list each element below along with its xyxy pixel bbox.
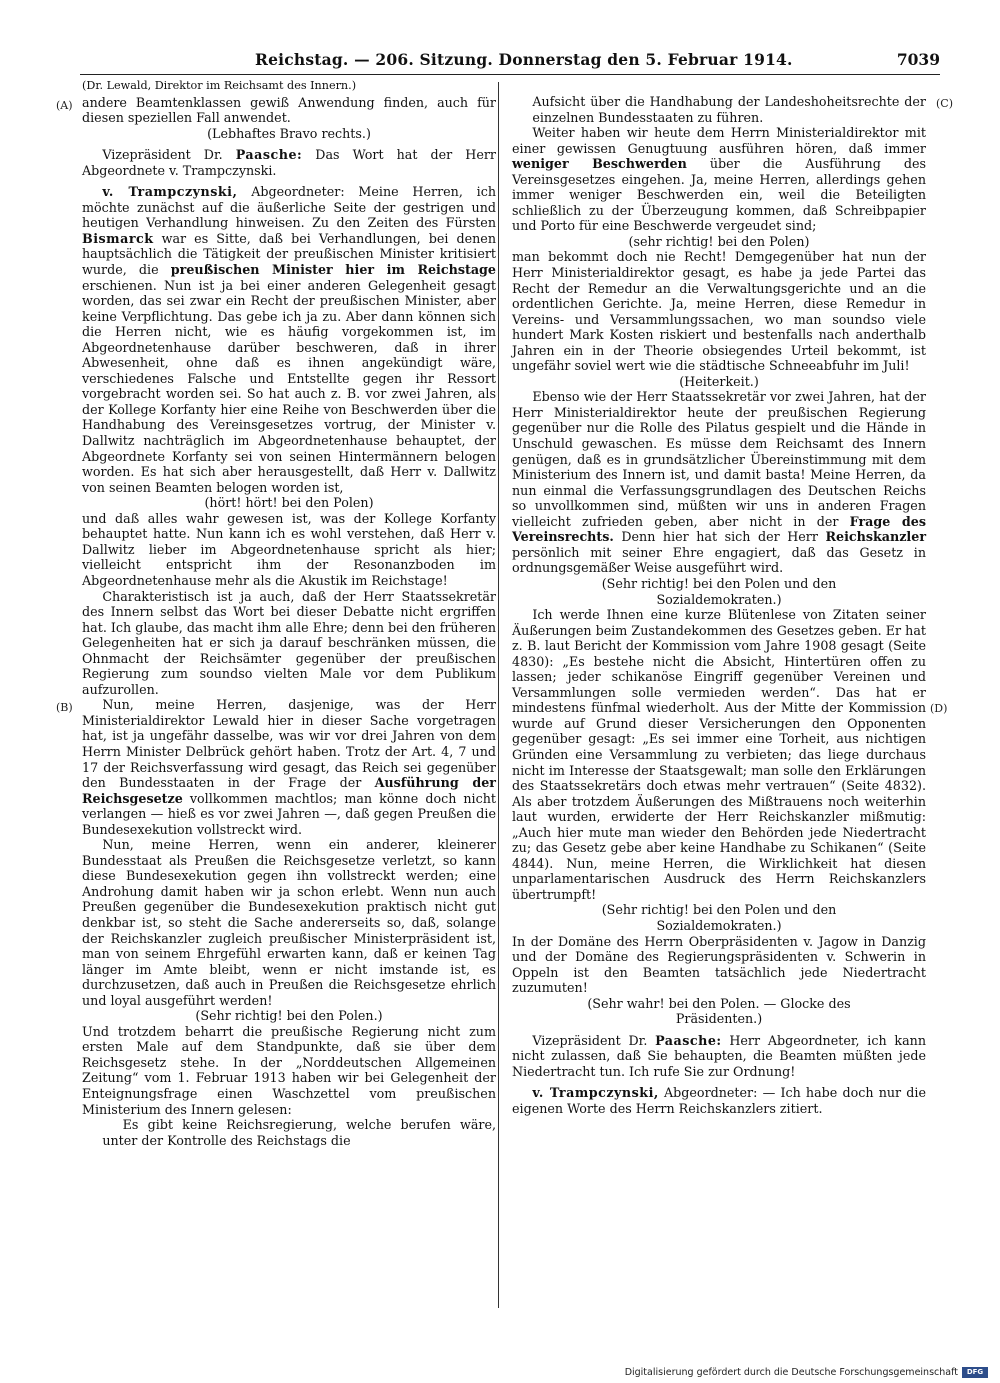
paragraph: Und trotzdem beharrt die preußische Regierung nicht zum ersten Male auf dem Standpunkte, daß sie über dem Reichsgesetz stehe. In der „Norddeutschen Allgemeinen Zeitung“ vom 1. Februar 1913 haben wir bei Gelegenheit der Enteignungsfrage einen Waschzettel vom preußischen Ministerium des Innern gelesen:	[82, 1023, 496, 1117]
reaction: (sehr richtig! bei den Polen)	[628, 233, 810, 249]
reaction: (hört! hört! bei den Polen)	[204, 495, 374, 511]
page-header	[80, 48, 940, 75]
margin-mark-a: (A)	[56, 99, 73, 112]
speech-paragraph: Vizepräsident Dr. Paasche: Herr Abgeordneter, ich kann nicht zulassen, daß Sie behaupten, die Beamten müßten jede Niedertracht tun. Ich rufe Sie zur Ordnung!	[512, 1032, 926, 1079]
digitization-credit	[625, 1367, 988, 1378]
paragraph: andere Beamtenklassen gewiß Anwendung finden, auch für diesen speziellen Fall anwendet.	[82, 94, 496, 126]
left-column	[82, 78, 496, 1148]
paragraph: Nun, meine Herren, wenn ein anderer, kleinerer Bundesstaat als Preußen die Reichsgesetze verletzt, so kann diese Bundesexekution gegen ihn vollstreckt werden; eine Androhung damit haben wir ja schon erlebt. Wenn nun auch Preußen gegenüber die Bundesexekution praktisch nicht gut denkbar ist, so steht die Sache andererseits so, daß, solange der Reichskanzler zugleich preußischer Ministerpräsident ist, man von seinem Ehrgefühl erwarten kann, daß er keinen Tag länger im Amte bleibt, wenn er nicht imstande ist, es durchzusetzen, daß auch in Preußen die Reichsgesetze ehrlich und loyal ausgeführt werden!	[82, 837, 496, 1008]
dfg-logo: DFG	[962, 1367, 988, 1378]
quotation: Es gibt keine Reichsregierung, welche berufen wäre, unter der Kontrolle des Reichstags die	[102, 1117, 496, 1148]
paragraph: man bekommt doch nie Recht! Demgegenüber hat nun der Herr Ministerialdirektor gesagt, es habe ja jede Partei das Recht der Remedur an die Verwaltungsgerichte und an die ordentlichen Gerichte. Ja, meine Herren, diese Remedur in Vereins- und Versammlungssachen, wo man soundso viele hundert Mark Kosten riskiert und bestenfalls nach anderthalb Jahren ein in der Theorie obsiegendes Urteil bekommt, ist ungefähr soviel wert wie die städtische Schneeabfuhr im Juli!	[512, 249, 926, 374]
running-title: Reichstag. — 206. Sitzung. Donnerstag den 5. Februar 1914.	[255, 50, 793, 69]
reaction: (Heiterkeit.)	[679, 373, 759, 389]
paragraph: Ebenso wie der Herr Staatssekretär vor zwei Jahren, hat der Herr Ministerialdirektor heute der preußischen Regierung gegenüber nur die Rolle des Pilatus gespielt und die Hände in Unschuld gewaschen. Es müsse dem Reichsamt des Innern genügen, daß es in grundsätzlicher Übereinstimmung mit dem Ministerium des Innern ist, und damit basta! Meine Herren, da nun einmal die Verfassungsgrundlagen des Deutschen Reichs so unvollkommen sind, müßten wir uns in anderen Fragen vielleicht zufrieden geben, aber nicht in der Frage des Vereinsrechts. Denn hier hat sich der Herr Reichskanzler persönlich mit seiner Ehre engagiert, daß das Gesetz in ordnungsgemäßer Weise ausgeführt wird.	[512, 389, 926, 576]
credit-text: Digitalisierung gefördert durch die Deutsche Forschungsgemeinschaft	[624, 1367, 958, 1378]
paragraph: Nun, meine Herren, dasjenige, was der Herr Ministerialdirektor Lewald hier in dieser Sache vorgetragen hat, ist ja ungefähr dasselbe, was wir vor drei Jahren von dem Herrn Minister Delbrück gehört haben. Trotz der Art. 4, 7 und 17 der Reichsverfassung wird gesagt, das Reich sei gegenüber den Bundesstaaten in der Frage der Ausführung der Reichsgesetze vollkommen machtlos; man könne doch nicht verlangen — hieß es vor zwei Jahren —, daß gegen Preußen die Bundesexekution vollstreckt wird.	[82, 697, 496, 837]
paragraph: und daß alles wahr gewesen ist, was der Kollege Korfanty behauptet hatte. Nun kann ich es wohl verstehen, daß Herr v. Dallwitz lieber im Abgeordnetenhause spricht als hier; vielleicht entspricht ihm der Resonanzboden im Abgeordnetenhause mehr als die Akustik im Reichstage!	[82, 510, 496, 588]
reaction: (Lebhaftes Bravo rechts.)	[207, 125, 371, 141]
reaction: (Sehr wahr! bei den Polen. — Glocke des Präsidenten.)	[587, 995, 851, 1027]
quotation: Aufsicht über die Handhabung der Landeshoheitsrechte der einzelnen Bundesstaaten zu führen.	[532, 94, 926, 125]
paragraph: Charakteristisch ist ja auch, daß der Herr Staatssekretär des Innern selbst das Wort bei dieser Debatte nicht ergriffen hat. Ich glaube, das macht ihm alle Ehre; denn bei den früheren Gelegenheiten hat er sich ja darauf beschränken müssen, die Ohnmacht der Reichsämter gegenüber der preußischen Regierung zum soundso vielten Male vor dem Publikum aufzurollen.	[82, 588, 496, 697]
speech-paragraph: Vizepräsident Dr. Paasche: Das Wort hat der Herr Abgeordnete v. Trampczynski.	[82, 147, 496, 178]
speaker-context: (Dr. Lewald, Direktor im Reichsamt des Innern.)	[82, 79, 357, 92]
reaction: (Sehr richtig! bei den Polen.)	[195, 1008, 383, 1024]
page-number: 7039	[896, 50, 940, 69]
margin-mark-d: (D)	[930, 702, 948, 715]
paragraph: Ich werde Ihnen eine kurze Blütenlese von Zitaten seiner Äußerungen beim Zustandekommen des Gesetzes geben. Er hat z. B. laut Bericht der Kommission vom Jahre 1908 gesagt (Seite 4830): „Es bestehe nicht die Absicht, Hintertüren offen zu lassen; jeder schikanöse Eingriff gegenüber Vereinen und Versammlungen solle vermieden werden“. Das hat er mindestens fünfmal wiederholt. Aus der Mitte der Kommission wurde auf Grund dieser Versicherungen den Opponenten gegenüber gesagt: „Es sei immer eine Torheit, aus nichtigen Gründen eine Versammlung zu verbieten; das liege durchaus nicht im Interesse der Staatsgewalt; man solle den Erklärungen des Staatssekretärs doch etwas mehr vertrauen“ (Seite 4832). Als aber trotzdem Äußerungen des Mißtrauens noch weiterhin laut wurden, erwiderte der Herr Reichskanzler mißmutig: „Auch hier mute man wieder den Behörden jede Niedertracht zu; das Gesetz gebe aber keine Handhabe zu Schikanen“ (Seite 4844). Nun, meine Herren, die Wirklichkeit hat diesen unparlamentarischen Ausdruck des Herrn Reichskanzlers übertrumpft!	[512, 607, 926, 902]
margin-mark-c: (C)	[936, 97, 953, 110]
right-column	[512, 94, 926, 1117]
speech-paragraph: v. Trampczynski, Abgeordneter: — Ich habe doch nur die eigenen Worte des Herrn Reichskanzlers zitiert.	[512, 1085, 926, 1116]
paragraph: Weiter haben wir heute dem Herrn Ministerialdirektor mit einer gewissen Genugtuung ausführen hören, daß immer weniger Beschwerden über die Ausführung des Vereinsgesetzes eingehen. Ja, meine Herren, allerdings gehen immer weniger Beschwerden ein, weil die Beteiligten schließlich zu der Überzeugung kommen, daß Schreibpapier und Porto für eine Beschwerde vergeudet sind;	[512, 125, 926, 234]
reaction: (Sehr richtig! bei den Polen und den Sozialdemokraten.)	[601, 902, 837, 933]
paragraph: In der Domäne des Herrn Oberpräsidenten v. Jagow in Danzig und der Domäne des Regierungspräsidenten v. Schwerin in Oppeln ist den Beamten tatsächlich jede Niedertracht zuzumuten!	[512, 933, 926, 996]
margin-mark-b: (B)	[56, 701, 73, 714]
column-divider	[498, 82, 499, 1308]
speech-paragraph: v. Trampczynski, Abgeordneter: Meine Herren, ich möchte zunächst auf die äußerliche Seite der gestrigen und heutigen Verhandlung hinweisen. Zu den Zeiten des Fürsten Bismarck war es Sitte, daß bei Verhandlungen, bei denen hauptsächlich die Tätigkeit der preußischen Minister kritisiert wurde, die preußischen Minister hier im Reichstage erschienen. Nun ist ja bei einer anderen Gelegenheit gesagt worden, das sei zwar ein Recht der preußischen Minister, aber keine Verpflichtung. Das gebe ich ja zu. Aber dann können sich die Herren nicht, wie es häufig vorgekommen ist, im Abgeordnetenhause darüber beschweren, daß in ihrer Abwesenheit, ohne daß es ihnen angekündigt wäre, verschiedenes Falsche und Entstellte gegen ihr Ressort vorgebracht worden sei. So hat auch z. B. vor zwei Jahren, als der Kollege Korfanty hier eine Reihe von Beschwerden über die Handhabung des Vereinsgesetzes vortrug, der Minister v. Dallwitz nachträglich im Abgeordnetenhause behauptet, der Abgeordnete Korfanty sei von seinen Hintermännern belogen worden. Es hat sich aber herausgestellt, daß Herr v. Dallwitz von seinen Beamten belogen worden ist,	[82, 184, 496, 495]
reaction: (Sehr richtig! bei den Polen und den Sozialdemokraten.)	[601, 575, 837, 607]
